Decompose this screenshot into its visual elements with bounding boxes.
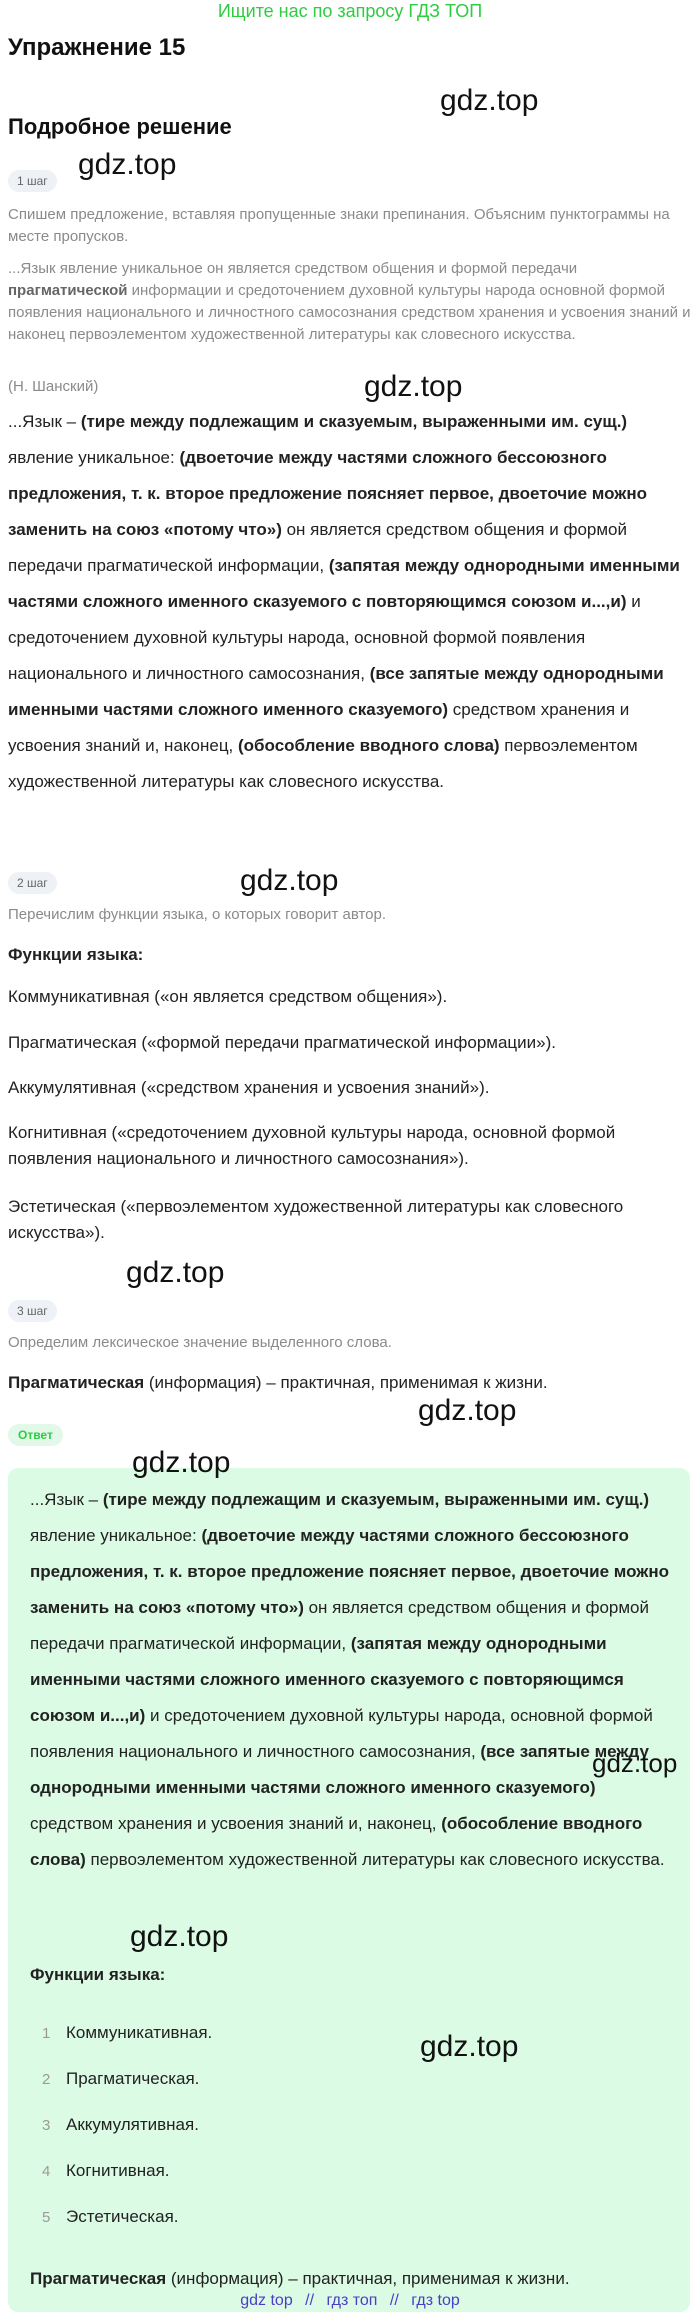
function-item: Когнитивная («средоточением духовной культуры народа, основной формой появления национального и личностного самосознания»). xyxy=(8,1123,616,1168)
function-item: Аккумулятивная («средством хранения и усвоения знаний»). xyxy=(8,1078,490,1097)
punctuated-sentence: ...Язык – (тире между подлежащим и сказуемым, выраженными им. сущ.) явление уникальное: (двоеточие между частями сложного бессоюзного предложения, т. к. второе предложение поясняет первое, двоеточие можно заменить на союз «потому что») он является средством общения и формой передачи прагматической информации, (запятая между однородными именными частями сложного именного сказуемого с повторяющимся союзом и...,и) и средоточением духовной культуры народа, основной формой появления национального и личностного самосознания, (все запятые между однородными именными частями сложного именного сказуемого) средством хранения и усвоения знаний и, наконец, (обособление вводного слова) первоэлементом художественной литературы как словесного искусства. xyxy=(8,412,680,791)
watermark: gdz.top xyxy=(440,84,539,117)
watermark: gdz.top xyxy=(240,864,339,897)
step-3-badge: 3 шаг xyxy=(8,1300,57,1322)
watermark: gdz.top xyxy=(78,148,177,181)
watermark: gdz.top xyxy=(130,1920,229,1953)
list-item: 1 Коммуникативная. xyxy=(42,2023,213,2042)
list-item: 4 Когнитивная. xyxy=(42,2161,170,2180)
step-3-task: Определим лексическое значение выделенного слова. xyxy=(8,1334,392,1351)
step-2-task: Перечислим функции языка, о которых говорит автор. xyxy=(8,906,387,923)
list-item: 3 Аккумулятивная. xyxy=(42,2115,199,2134)
list-item: 2 Прагматическая. xyxy=(42,2069,200,2088)
answer-definition: Прагматическая (информация) – практичная, применимая к жизни. xyxy=(30,2269,570,2288)
answer-sentence: ...Язык – (тире между подлежащим и сказуемым, выраженными им. сущ.) явление уникальное: (двоеточие между частями сложного бессоюзного предложения, т. к. второе предложение поясняет первое, двоеточие можно заменить на союз «потому что») он является средством общения и формой передачи прагматической информации, (запятая между однородными именными частями сложного именного сказуемого с повторяющимся союзом и...,и) и средоточением духовной культуры народа, основной формой появления национального и личностного самосознания, (все запятые между однородными именными частями сложного именного сказуемого) средством хранения и усвоения знаний и, наконец, (обособление вводного слова) первоэлементом художественной литературы как словесного искусства. xyxy=(30,1490,670,1869)
highlighted-word: прагматической xyxy=(8,282,128,299)
page-title: Упражнение 15 xyxy=(8,34,186,61)
watermark: gdz.top xyxy=(420,2030,519,2063)
watermark: gdz.top xyxy=(418,1394,517,1427)
list-item: 5 Эстетическая. xyxy=(42,2207,179,2226)
function-item: Прагматическая («формой передачи прагматической информации»). xyxy=(8,1033,557,1052)
step-1-badge: 1 шаг xyxy=(8,170,57,192)
quote-author: (Н. Шанский) xyxy=(8,378,99,395)
footer-link[interactable]: gdz top xyxy=(240,2292,293,2309)
footer-link[interactable]: гдз топ xyxy=(326,2292,378,2309)
functions-heading: Функции языка: xyxy=(8,945,144,964)
answer-functions-list xyxy=(30,2010,430,2240)
answer-functions-heading: Функции языка: xyxy=(30,1965,166,1984)
answer-badge: Ответ xyxy=(8,1424,63,1446)
watermark: gdz.top xyxy=(132,1446,231,1479)
watermark: gdz.top xyxy=(126,1256,225,1289)
watermark: gdz.top xyxy=(364,370,463,403)
step-2-badge: 2 шаг xyxy=(8,872,57,894)
watermark: gdz.top xyxy=(592,1748,678,1778)
definition: Прагматическая (информация) – практичная, применимая к жизни. xyxy=(8,1373,548,1392)
function-item: Эстетическая («первоэлементом художественной литературы как словесного искусства»). xyxy=(8,1197,624,1242)
footer-link[interactable]: гдз top xyxy=(411,2292,460,2309)
step-1-task: Спишем предложение, вставляя пропущенные знаки препинания. Объясним пунктограммы на месте пропусков. xyxy=(8,206,670,245)
source-quote: ...Язык явление уникальное он является средством общения и формой передачи прагматической информации и средоточением духовной культуры народа основной формой появления национального и личностного самосознания средством хранения и усвоения знаний и наконец первоэлементом художественной литературы как словесного искусства. xyxy=(8,260,691,343)
solution-heading: Подробное решение xyxy=(8,114,232,139)
function-item: Коммуникативная («он является средством общения»). xyxy=(8,987,448,1006)
search-banner: Ищите нас по запросу ГДЗ ТОП xyxy=(217,1,483,21)
footer-links: gdz top // гдз топ // гдз top xyxy=(240,2292,460,2309)
